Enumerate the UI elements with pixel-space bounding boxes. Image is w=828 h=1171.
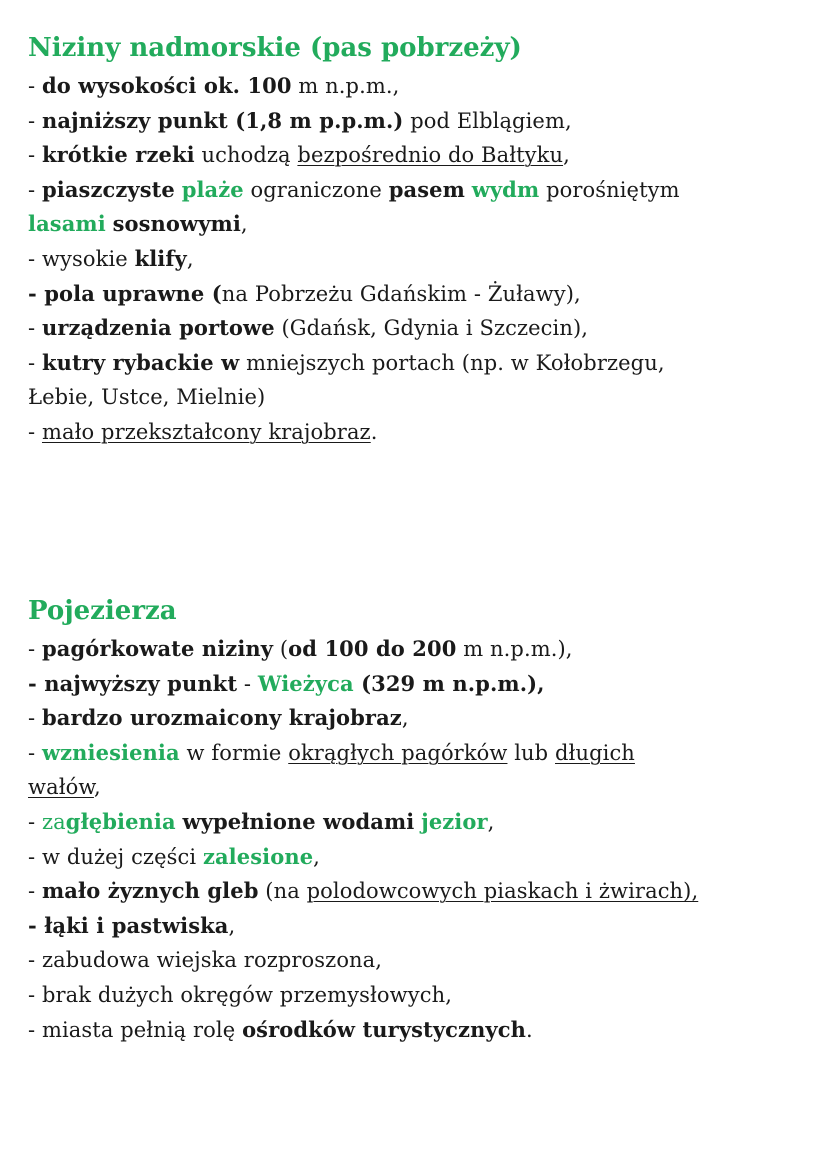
list-item [28, 415, 808, 450]
bold-term: - najwyższy punkt [28, 670, 238, 696]
text-segment: - [28, 637, 42, 661]
bold-term: kutry rybackie w [41, 349, 240, 375]
highlighted-term: głębienia [65, 808, 176, 834]
text-segment: - [28, 809, 42, 834]
text-segment: , [563, 143, 570, 168]
list-item [28, 805, 808, 840]
list-item [28, 667, 808, 702]
text-segment: , [487, 809, 495, 834]
list-item [28, 277, 808, 312]
list-item [28, 632, 808, 667]
highlighted-term: wzniesienia [41, 739, 180, 765]
bold-term: piaszczyste [41, 176, 175, 202]
list-item [28, 138, 808, 173]
list-item [28, 874, 808, 909]
text-segment: , [186, 246, 194, 271]
list-item [28, 1013, 808, 1048]
list-item [28, 770, 808, 805]
list-item [28, 69, 808, 104]
text-segment: - [28, 316, 42, 341]
text-segment: - miasta pełnią rolę [28, 1017, 243, 1042]
highlighted-term: plaże [181, 176, 244, 202]
bold-term: krótkie rzeki [41, 142, 195, 168]
text-segment: pod Elblągiem, [403, 108, 572, 133]
text-segment: polodowcowych piaskach i żwirach), [306, 879, 699, 904]
text-segment: Łebie, Ustce, Mielnie) [28, 385, 266, 410]
text-segment: mniejszych portach (np. w Kołobrzegu, [239, 350, 665, 375]
text-segment: (na [258, 879, 307, 904]
text-segment: , [313, 844, 320, 869]
text-segment: . [526, 1017, 533, 1042]
text-segment: - wysokie [28, 246, 135, 271]
text-segment: - [28, 419, 42, 444]
section-title: Niziny nadmorskie (pas pobrzeży) [28, 33, 522, 63]
text-segment: - [28, 108, 42, 133]
bold-term: do wysokości ok. 100 [41, 73, 292, 98]
text-segment: lub [507, 740, 556, 765]
text-segment: . [370, 419, 378, 444]
text-segment: , [93, 775, 101, 800]
text-segment: - [28, 177, 42, 202]
text-segment: długich [555, 740, 635, 765]
bold-term: ośrodków turystycznych [242, 1016, 526, 1042]
section-niziny-nadmorskie [28, 30, 808, 450]
section-pojezierza [28, 593, 808, 1047]
text-segment: - brak dużych okręgów przemysłowych, [28, 982, 452, 1007]
list-item [28, 736, 808, 771]
bold-term: (329 m n.p.m.), [353, 670, 545, 696]
list-item [28, 943, 808, 978]
list-item [28, 978, 808, 1013]
text-segment: uchodzą [194, 143, 298, 168]
bold-term: pasem [388, 176, 465, 202]
list-item [28, 701, 808, 736]
text-segment: m n.p.m., [291, 74, 400, 98]
text-segment: w formie [179, 740, 289, 765]
text-segment: - w dużej części [28, 844, 203, 869]
bold-term: mało żyznych gleb [41, 878, 259, 904]
bold-term: pagórkowate niziny [41, 636, 274, 661]
text-segment: - [237, 671, 258, 696]
text-segment: (Gdańsk, Gdynia i Szczecin), [274, 316, 589, 341]
text-segment: porośniętym [539, 177, 680, 202]
text-segment: - [28, 879, 42, 904]
bold-term: od 100 do 200 [288, 636, 457, 661]
bold-term: wypełnione wodami [182, 808, 415, 834]
text-segment [106, 212, 113, 236]
text-segment: ograniczone [243, 177, 389, 202]
text-segment: - [28, 350, 42, 375]
bold-term: najniższy punkt (1,8 m p.p.m.) [41, 107, 404, 133]
bold-term: - łąki i pastwiska [28, 912, 229, 938]
list-item [28, 173, 808, 208]
list-item [28, 840, 808, 875]
bullet-list [28, 632, 808, 1047]
text-segment: , [240, 212, 248, 237]
highlighted-term: lasami [28, 211, 106, 237]
list-item [28, 207, 808, 242]
text-segment: - zabudowa wiejska rozproszona, [28, 948, 383, 973]
bullet-list [28, 69, 808, 450]
text-segment: bezpośrednio do Bałtyku [297, 143, 564, 168]
bold-term: urządzenia portowe [41, 315, 275, 341]
bold-term: sosnowymi [112, 211, 241, 237]
highlighted-term: jezior [421, 808, 488, 834]
list-item [28, 104, 808, 139]
text-segment: ( [273, 637, 289, 661]
text-segment: - [28, 74, 42, 98]
highlighted-term: za [41, 809, 66, 834]
bold-term: bardzo urozmaicony krajobraz [41, 705, 402, 731]
text-segment [175, 178, 182, 202]
text-segment: - [28, 143, 42, 168]
list-item [28, 380, 808, 415]
text-segment: wałów [28, 775, 94, 800]
text-segment: , [401, 706, 409, 731]
bold-term: klify [134, 245, 187, 271]
list-item [28, 909, 808, 944]
text-segment: okrągłych pagórków [288, 740, 508, 765]
text-segment: , [228, 913, 236, 938]
text-segment: m n.p.m.), [456, 637, 573, 661]
bold-term: - pola uprawne ( [28, 280, 222, 306]
highlighted-term: zalesione [202, 843, 314, 869]
list-item [28, 346, 808, 381]
text-segment: na Pobrzeżu Gdańskim - Żuławy), [221, 281, 581, 306]
list-item [28, 311, 808, 346]
highlighted-term: Wieżyca [257, 670, 354, 696]
text-segment: - [28, 740, 42, 765]
text-segment: - [28, 706, 42, 731]
list-item [28, 242, 808, 277]
highlighted-term: wydm [471, 176, 540, 202]
text-segment [465, 178, 472, 202]
section-title: Pojezierza [28, 596, 177, 626]
text-segment: mało przekształcony krajobraz [41, 419, 371, 444]
